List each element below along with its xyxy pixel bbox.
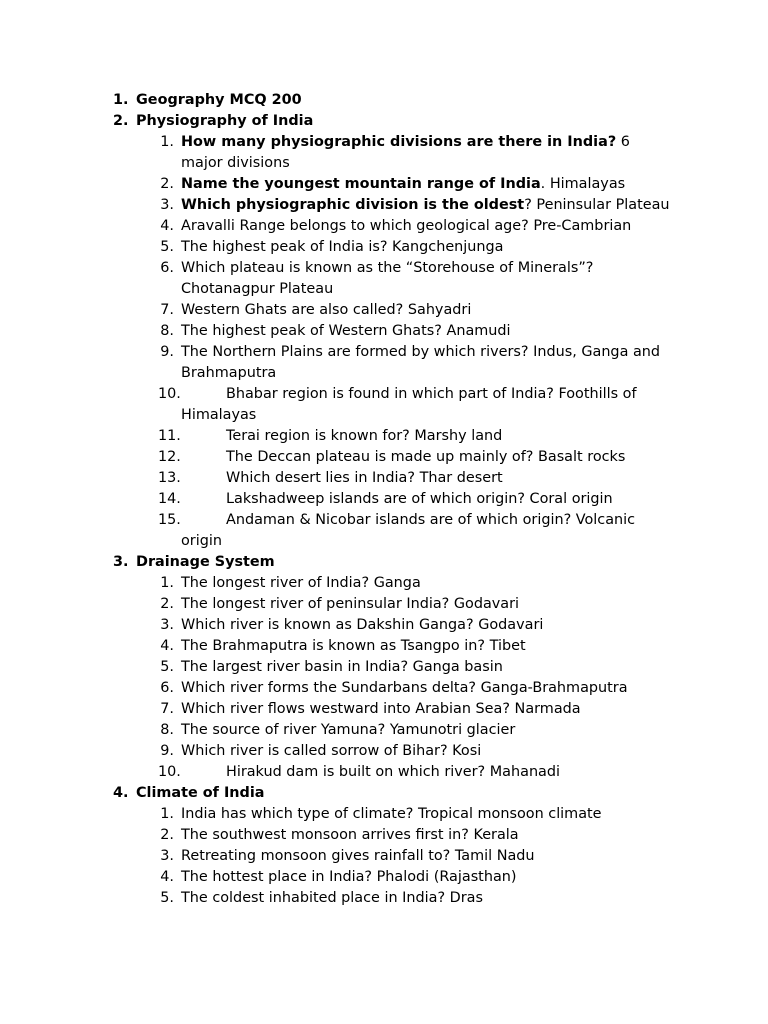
item-number: 3. [160, 848, 174, 864]
outline-list [0, 90, 768, 909]
item-number: 8. [160, 323, 174, 339]
section-title: Drainage System [136, 554, 275, 570]
item-number: 2. [160, 176, 174, 192]
list-item [0, 846, 768, 867]
section-title: Geography MCQ 200 [136, 92, 302, 108]
item-text: Which desert lies in India? Thar desert [226, 470, 503, 486]
item-text: Which plateau is known as the “Storehouse of Minerals”? Chotanagpur Plateau [181, 260, 594, 297]
list-item [0, 174, 768, 195]
item-number: 10. [158, 764, 181, 780]
list-item [0, 762, 768, 783]
item-text: Which river forms the Sundarbans delta? Ganga-Brahmaputra [181, 680, 628, 696]
item-number: 13. [158, 470, 181, 486]
item-number: 7. [160, 701, 174, 717]
item-number: 6. [160, 680, 174, 696]
list-item [0, 132, 768, 174]
item-text: India has which type of climate? Tropical monsoon climate [181, 806, 602, 822]
section-title: Physiography of India [136, 113, 314, 129]
item-text: Western Ghats are also called? Sahyadri [181, 302, 472, 318]
item-number: 2. [160, 827, 174, 843]
section-heading [0, 783, 768, 804]
item-text: The coldest inhabited place in India? Dras [181, 890, 483, 906]
list-item [0, 720, 768, 741]
list-item [0, 258, 768, 300]
separator: ? [524, 197, 537, 213]
item-text: The highest peak of Western Ghats? Anamudi [181, 323, 511, 339]
item-number: 4. [160, 218, 174, 234]
list-item [0, 615, 768, 636]
list-item [0, 804, 768, 825]
item-text: Aravalli Range belongs to which geological age? Pre-Cambrian [181, 218, 632, 234]
item-text: Which river is called sorrow of Bihar? Kosi [181, 743, 482, 759]
item-text: The longest river of India? Ganga [181, 575, 421, 591]
item-text [181, 195, 671, 216]
item-number: 1. [160, 134, 174, 150]
list-item [0, 636, 768, 657]
section-number: 2. [113, 113, 129, 129]
item-text: Lakshadweep islands are of which origin? Coral origin [226, 491, 613, 507]
item-number: 1. [160, 806, 174, 822]
question-bold: Which physiographic division is the oldest [181, 197, 525, 213]
list-item [0, 384, 768, 426]
list-item [0, 447, 768, 468]
item-text: The Northern Plains are formed by which rivers? Indus, Ganga and Brahmaputra [181, 344, 661, 381]
list-item [0, 468, 768, 489]
list-item [0, 216, 768, 237]
item-number: 7. [160, 302, 174, 318]
item-text: The Brahmaputra is known as Tsangpo in? Tibet [181, 638, 526, 654]
item-number: 9. [160, 344, 174, 360]
item-number: 1. [160, 575, 174, 591]
list-item [0, 678, 768, 699]
item-text: Terai region is known for? Marshy land [226, 428, 503, 444]
section-heading [0, 111, 768, 132]
answer: 6 major divisions [181, 134, 630, 171]
list-item [0, 741, 768, 762]
list-item [0, 867, 768, 888]
section-number: 1. [113, 92, 129, 108]
item-number: 3. [160, 197, 174, 213]
list-item [0, 342, 768, 384]
item-number: 5. [160, 890, 174, 906]
list-item [0, 510, 768, 552]
list-item [0, 699, 768, 720]
item-number: 5. [160, 239, 174, 255]
item-text: Which river flows westward into Arabian Sea? Narmada [181, 701, 581, 717]
list-item [0, 489, 768, 510]
separator: . [540, 176, 550, 192]
item-number: 12. [158, 449, 181, 465]
section-title: Climate of India [136, 785, 265, 801]
item-number: 4. [160, 869, 174, 885]
item-text: The longest river of peninsular India? Godavari [181, 596, 520, 612]
list-item [0, 888, 768, 909]
section-heading [0, 90, 768, 111]
item-text: The highest peak of India is? Kangchenjunga [181, 239, 504, 255]
list-item [0, 573, 768, 594]
item-text: Andaman & Nicobar islands are of which origin? Volcanic origin [181, 512, 636, 549]
item-number: 5. [160, 659, 174, 675]
item-number: 10. [158, 386, 181, 402]
item-number: 3. [160, 617, 174, 633]
item-text: The southwest monsoon arrives first in? Kerala [181, 827, 519, 843]
list-item [0, 426, 768, 447]
item-text: Hirakud dam is built on which river? Mahanadi [226, 764, 561, 780]
answer: Peninsular Plateau [536, 197, 670, 213]
item-text: The largest river basin in India? Ganga basin [181, 659, 503, 675]
item-text: The hottest place in India? Phalodi (Rajasthan) [181, 869, 517, 885]
item-text: Bhabar region is found in which part of India? Foothills of Himalayas [181, 386, 637, 423]
list-item [0, 657, 768, 678]
item-number: 6. [160, 260, 174, 276]
item-text [181, 174, 671, 195]
item-number: 4. [160, 638, 174, 654]
list-item [0, 321, 768, 342]
item-number: 11. [158, 428, 181, 444]
answer: Himalayas [549, 176, 626, 192]
item-text: Retreating monsoon gives rainfall to? Tamil Nadu [181, 848, 535, 864]
section-number: 4. [113, 785, 129, 801]
list-item [0, 195, 768, 216]
section-number: 3. [113, 554, 129, 570]
list-item [0, 237, 768, 258]
item-number: 2. [160, 596, 174, 612]
item-text [181, 132, 671, 174]
item-text: The Deccan plateau is made up mainly of? Basalt rocks [226, 449, 626, 465]
list-item [0, 594, 768, 615]
item-number: 14. [158, 491, 181, 507]
list-item [0, 825, 768, 846]
item-number: 8. [160, 722, 174, 738]
list-item [0, 300, 768, 321]
item-number: 15. [158, 512, 181, 528]
section-heading [0, 552, 768, 573]
question-bold: How many physiographic divisions are there in India? [181, 134, 617, 150]
item-text: Which river is known as Dakshin Ganga? Godavari [181, 617, 544, 633]
item-number: 9. [160, 743, 174, 759]
item-text: The source of river Yamuna? Yamunotri glacier [181, 722, 516, 738]
question-bold: Name the youngest mountain range of India [181, 176, 541, 192]
